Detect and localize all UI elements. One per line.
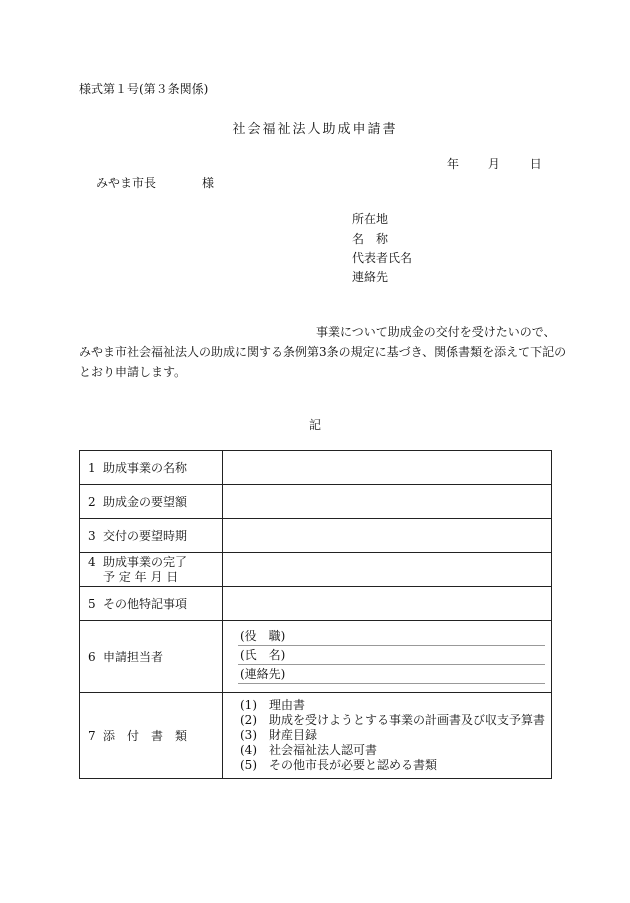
item-text: 助成を受けようとする事業の計画書及び収支予算書 (269, 713, 546, 727)
row-label-text: 申請担当者 (103, 650, 164, 664)
form-number-label: 様式第１号(第３条関係) (79, 82, 209, 96)
row-number: 2 (88, 495, 96, 509)
contact-field[interactable]: (連絡先) (238, 665, 545, 684)
person-name-field[interactable]: (氏 名) (238, 646, 545, 665)
list-item (237, 698, 551, 713)
row-label-text: 交付の要望時期 (103, 529, 188, 543)
date-day: 日 (529, 157, 542, 171)
row-label-text: 助成金の要望額 (103, 495, 188, 509)
item-number: (5) (240, 758, 257, 772)
row-label (80, 485, 223, 519)
row-label (80, 693, 223, 779)
table-row (80, 587, 552, 621)
row-number: 4 (88, 554, 96, 569)
attachments-list (223, 693, 552, 779)
row-label (80, 519, 223, 553)
statement-line-3: とおり申請します。 (79, 365, 187, 379)
row-number: 7 (88, 729, 96, 743)
item-text: 社会福祉法人認可書 (269, 743, 378, 757)
list-item (237, 758, 551, 773)
applicant-name-label: 名 称 (352, 232, 389, 246)
row-label (80, 621, 223, 693)
row-number: 6 (88, 650, 96, 664)
application-statement (79, 322, 567, 382)
table-row (80, 621, 552, 693)
item-text: 理由書 (269, 698, 306, 712)
requested-timing-field[interactable] (223, 519, 552, 553)
date-year: 年 (447, 157, 460, 171)
table-row (80, 451, 552, 485)
completion-date-field[interactable] (223, 553, 552, 587)
table-row (80, 485, 552, 519)
date-line (447, 155, 542, 172)
item-number: (3) (240, 728, 257, 742)
row-label-text-2: 予 定 年 月 日 (103, 569, 179, 584)
row-label-text: 添 付 書 類 (103, 729, 188, 743)
table-row (80, 519, 552, 553)
addressee (96, 174, 214, 191)
item-text: その他市長が必要と認める書類 (269, 758, 438, 772)
row-label (80, 451, 223, 485)
person-in-charge-fields (223, 621, 552, 693)
applicant-address-label: 所在地 (352, 212, 389, 226)
addressee-honorific: 様 (202, 176, 215, 190)
document-title: 社会福祉法人助成申請書 (232, 122, 398, 137)
application-items-table (79, 450, 552, 779)
row-label-text: 助成事業の名称 (103, 461, 188, 475)
row-label-text: 助成事業の完了 (103, 554, 188, 569)
requested-amount-field[interactable] (223, 485, 552, 519)
statement-line-1: 事業について助成金の交付を受けたいので、 (316, 325, 556, 339)
list-item (237, 713, 551, 728)
row-number: 1 (88, 461, 96, 475)
item-number: (2) (240, 713, 257, 727)
date-month: 月 (487, 157, 500, 171)
item-number: (1) (240, 698, 257, 712)
row-number: 3 (88, 529, 96, 543)
item-text: 財産目録 (269, 728, 318, 742)
row-label (80, 553, 223, 587)
row-label (80, 587, 223, 621)
row-label-text: その他特記事項 (103, 597, 188, 611)
position-field[interactable]: (役 職) (238, 627, 545, 646)
statement-line-2: みやま市社会福祉法人の助成に関する条例第3条の規定に基づき、関係書類を添えて下記の (79, 345, 567, 359)
list-item (237, 728, 551, 743)
row-number: 5 (88, 597, 96, 611)
project-name-field[interactable] (223, 451, 552, 485)
item-number: (4) (240, 743, 257, 757)
table-row (80, 693, 552, 779)
table-row (80, 553, 552, 587)
addressee-name: みやま市長 (96, 176, 157, 190)
applicant-representative-label: 代表者氏名 (352, 251, 413, 265)
list-item (237, 743, 551, 758)
applicant-contact-label: 連絡先 (352, 270, 389, 284)
special-notes-field[interactable] (223, 587, 552, 621)
ki-heading: 記 (308, 418, 321, 432)
